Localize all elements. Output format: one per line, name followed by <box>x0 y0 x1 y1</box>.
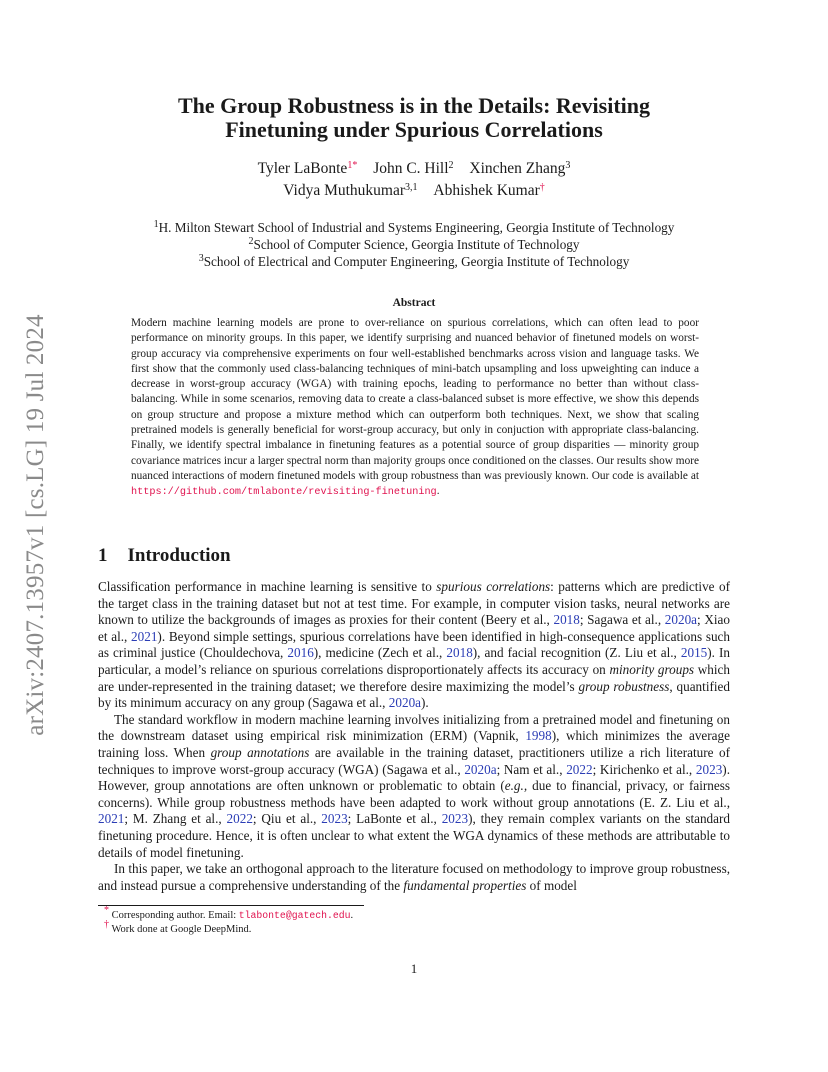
footnote <box>104 919 353 937</box>
citation-link[interactable]: 2023 <box>441 811 469 827</box>
section-title: Introduction <box>127 545 231 566</box>
affiliation-mark: 2 <box>248 236 254 247</box>
email-link[interactable]: tlabonte@gatech.edu <box>238 910 351 921</box>
affiliation-mark: 1 <box>153 219 159 230</box>
abstract-text: Modern machine learning models are prone to over-reliance on spurious correlations, which can often lead to poor performance on minority groups. In this paper, we identify surprising and nuanced behavior of finetuned models on worst-group accuracy via comprehensive experiments on four well-established benchmarks across vision and language tasks. We first show that the commonly used class-balancing techniques of mini-batch upsampling and loss upweighting can induce a decrease in worst-group accuracy (WGA) with training epochs, leading to performance no better than without class-balancing. While in some scenarios, removing data to create a class-balanced subset is more effective, we show this depends on group structure and propose a mixture method which can outperform both techniques. Next, we show that scaling pretrained models is generally beneficial for worst-group accuracy, but only in conjuction with appropriate class-balancing. Finally, we identify spectral imbalance in finetuning features as a potential source of group disparities — minority group covariance matrices incur a larger spectral norm than majority groups once conditioned on the classes. Our results show more nuanced interactions of modern finetuned models with group robustness than was previously known. Our code is available at <box>131 317 699 482</box>
citation-link[interactable]: 2015 <box>680 645 708 661</box>
text-run: ). However, group annotations are often unknown or problematic to obtain ( <box>98 761 730 794</box>
footnote <box>104 905 354 923</box>
text-run: ; Nam et al., <box>496 761 567 777</box>
author <box>258 160 358 177</box>
text-run: : patterns which are predictive of the target class in the training dataset but not at test time. For example, in computer vision tasks, neural networks are known to utilize the backgrounds of images as proxies for their content (Beery et al., <box>98 579 730 628</box>
footnote-mark: † <box>104 919 109 930</box>
citation-link[interactable]: 2018 <box>553 612 580 628</box>
author-affil-mark: 2 <box>448 160 454 171</box>
author-list <box>0 158 828 202</box>
author-name: Xinchen Zhang <box>469 160 566 177</box>
affiliation-text: School of Computer Science, Georgia Institute of Technology <box>253 237 580 252</box>
text-run: Classification performance in machine learning is sensitive to <box>98 579 437 594</box>
text-run: ). Beyond simple settings, spurious correlations have been identified in high-consequence applications such as criminal justice (Chouldechova, <box>98 628 730 661</box>
affiliation <box>0 219 828 236</box>
text-run: ), and facial recognition (Z. Liu et al., <box>472 645 681 661</box>
arxiv-sidebar <box>6 295 66 755</box>
emphasis: group robustness <box>578 678 670 694</box>
paper-title <box>0 94 828 142</box>
footnote-text: Corresponding author. Email: <box>111 910 239 921</box>
paragraph <box>98 579 730 712</box>
affiliation-mark: 3 <box>198 253 204 264</box>
text-run: ). <box>421 695 429 711</box>
affiliation <box>0 236 828 253</box>
text-run: , quantified by its minimum accuracy on any group (Sagawa et al., <box>98 678 730 711</box>
text-run: of model <box>526 877 577 893</box>
affiliation-list <box>0 219 828 270</box>
citation-link[interactable]: 2018 <box>446 645 473 661</box>
text-run: ; Xiao et al., <box>98 612 730 644</box>
author-row-2 <box>0 180 828 202</box>
author <box>283 182 417 199</box>
footnote-rule <box>98 905 364 906</box>
affiliation-text: H. Milton Stewart School of Industrial and Systems Engineering, Georgia Institute of Technology <box>158 220 675 235</box>
author <box>433 182 544 199</box>
emphasis: minority groups <box>609 661 695 677</box>
code-repository-link[interactable]: https://github.com/tmlabonte/revisiting-finetuning <box>131 487 437 499</box>
citation-link[interactable]: 1998 <box>525 728 552 744</box>
author-row-1 <box>0 158 828 180</box>
introduction-body <box>98 579 730 894</box>
affiliation <box>0 253 828 270</box>
author-affil-mark: 3,1 <box>405 182 418 193</box>
text-run: which are under-represented in the training dataset; we therefore desire maximizing the model’s <box>98 661 730 694</box>
footnote-mark: * <box>104 905 109 916</box>
text-run: ; Qiu et al., <box>252 811 322 827</box>
abstract-body <box>131 316 699 501</box>
emphasis: spurious correlations <box>436 579 551 594</box>
citation-link[interactable]: 2016 <box>287 645 314 661</box>
abstract-heading: Abstract <box>392 297 436 309</box>
title-line-2: Finetuning under Spurious Correlations <box>225 117 603 142</box>
emphasis: group annotations <box>210 744 310 760</box>
text-run: ), which minimizes the average training loss. When <box>98 728 730 760</box>
text-run: ; M. Zhang et al., <box>124 811 227 827</box>
citation-link[interactable]: 2020a <box>388 695 422 711</box>
text-run: ), they remain complex variants on the standard finetuning procedure. Hence, it is often unclear to what extent the WGA dynamics of these methods are attributable to details of model finetuning. <box>98 811 730 860</box>
text-run: are available in the training dataset, practitioners utilize a rich literature of techniques to improve worst-group accuracy (WGA) (Sagawa et al., <box>98 744 730 777</box>
text-run: ), medicine (Zech et al., <box>313 645 447 661</box>
author-affil-mark: 3 <box>565 160 571 171</box>
author-name: Vidya Muthukumar <box>283 182 406 199</box>
citation-link[interactable]: 2023 <box>321 811 348 827</box>
text-run: ; Sagawa et al., <box>579 612 665 628</box>
text-run: ; Kirichenko et al., <box>592 761 696 777</box>
author-name: Tyler LaBonte <box>257 160 348 177</box>
emphasis: fundamental properties <box>403 877 527 893</box>
author-name: Abhishek Kumar <box>433 182 540 199</box>
author-affil-mark-text: 1* <box>347 160 358 171</box>
text-run: ). In particular, a model’s reliance on spurious correlations disproportionately affects its accuracy on <box>98 645 730 677</box>
citation-link[interactable]: 2020a <box>464 761 497 777</box>
section-heading <box>98 545 231 567</box>
author-name: John C. Hill <box>373 160 449 177</box>
citation-link[interactable]: 2020a <box>664 612 698 628</box>
page-number: 1 <box>410 961 418 976</box>
author <box>469 160 570 177</box>
abstract-end: . <box>436 485 440 498</box>
author-affil-mark[interactable]: † <box>539 182 545 193</box>
text-run: The standard workflow in modern machine learning involves initializing from a pretrained model and finetuning on the downstream dataset using empirical risk minimization (ERM) (Vapnik, <box>98 711 730 744</box>
affiliation-text: School of Electrical and Computer Engineering, Georgia Institute of Technology <box>203 254 630 269</box>
author <box>373 160 453 177</box>
citation-link[interactable]: 2021 <box>98 811 125 827</box>
emphasis: e.g., <box>504 778 528 794</box>
text-run: In this paper, we take an orthogonal approach to the literature focused on methodology to improve group robustness, and instead pursue a comprehensive understanding of the <box>98 861 730 893</box>
citation-link[interactable]: 2023 <box>695 761 723 777</box>
footnote-text: Work done at Google DeepMind. <box>111 924 252 935</box>
section-number: 1 <box>98 545 108 566</box>
paragraph <box>98 861 730 894</box>
citation-link[interactable]: 2022 <box>566 761 593 777</box>
citation-link[interactable]: 2022 <box>226 811 253 827</box>
author-affil-mark[interactable] <box>347 160 357 171</box>
paragraph <box>98 712 730 861</box>
citation-link[interactable]: 2021 <box>131 628 158 644</box>
footnotes <box>104 905 354 937</box>
title-line-1: The Group Robustness is in the Details: Revisiting <box>177 93 651 118</box>
arxiv-identifier: arXiv:2407.13957v1 [cs.LG] 19 Jul 2024 <box>22 314 49 736</box>
text-run: ; LaBonte et al., <box>347 811 442 827</box>
text-run: due to financial, privacy, or fairness concerns). While group robustness methods have been adapted to work without group annotations (E. Z. Liu et al., <box>98 778 730 810</box>
footnote-end: . <box>350 910 354 921</box>
